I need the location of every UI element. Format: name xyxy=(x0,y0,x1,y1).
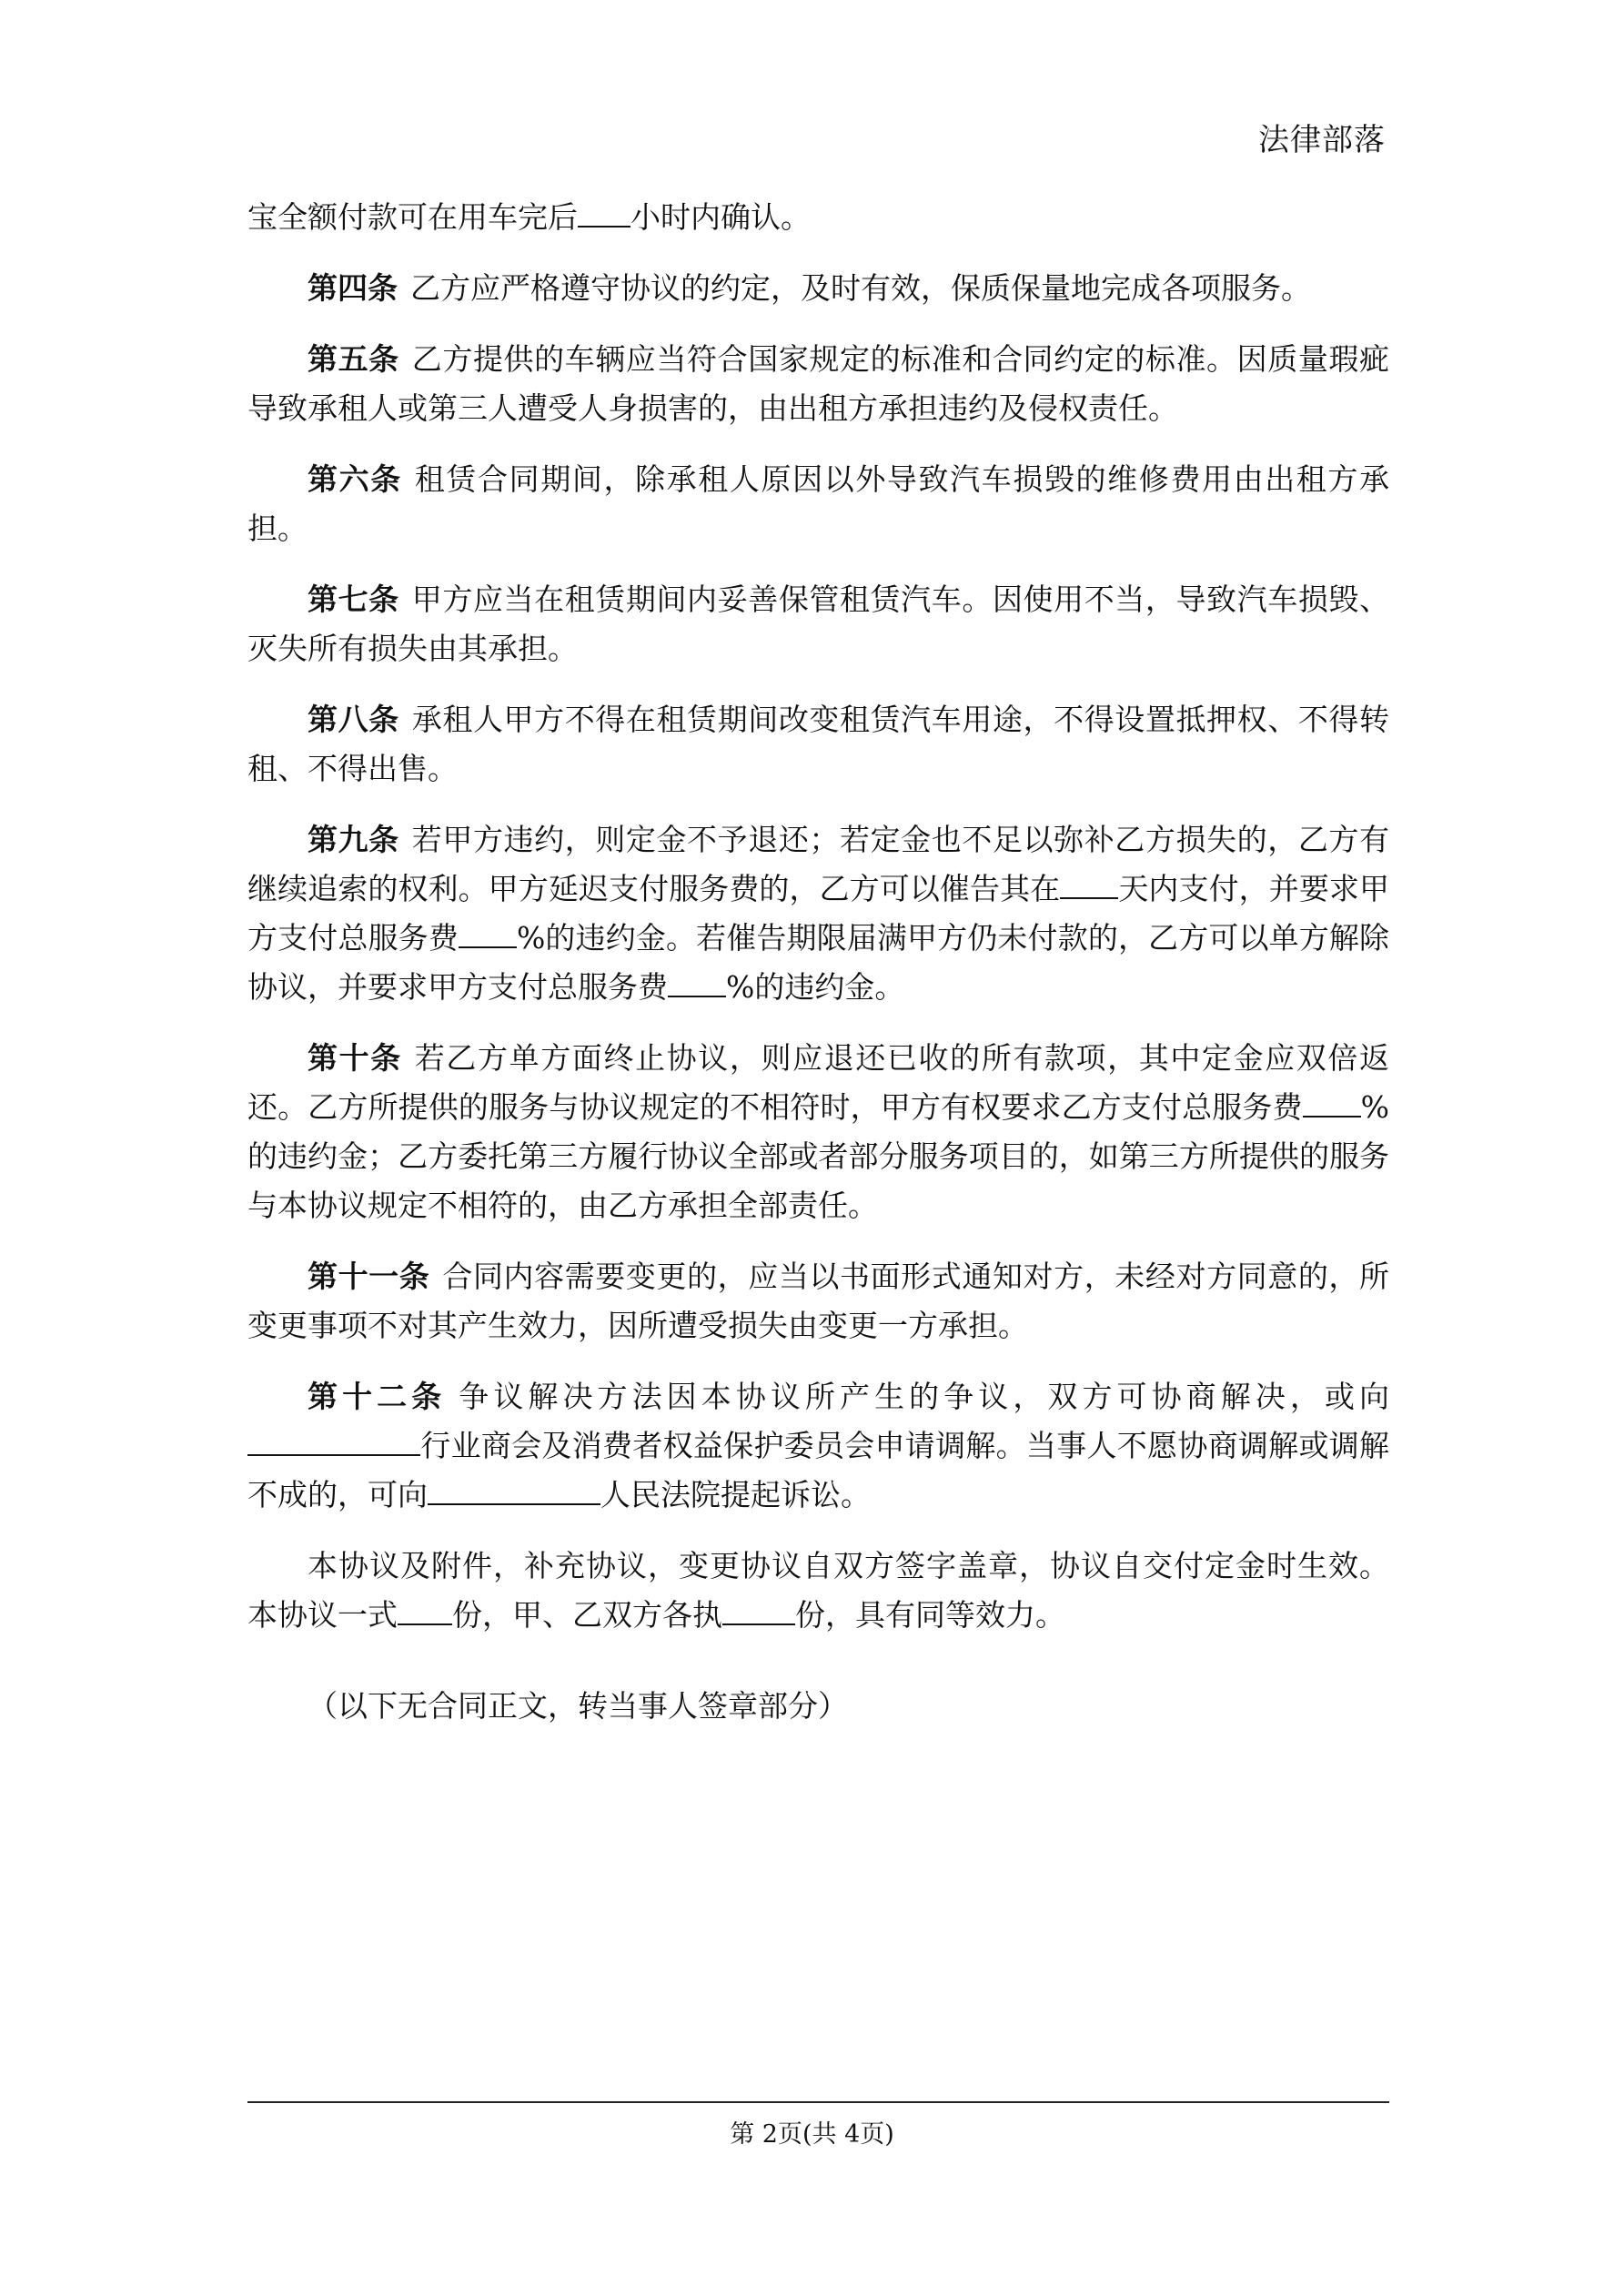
paragraph-text: 本协议及附件，补充协议，变更协议自双方签字盖章，协议自交付定金时生效。 本协议一式 xyxy=(247,1548,1389,1633)
clause-4 xyxy=(247,264,1389,313)
clause-text: %的违约金。若催告期限届满甲方仍未付款的，乙方可以单方解除协议，并要求甲方支付总服务费 xyxy=(247,920,1390,1005)
clause-heading: 第七条 xyxy=(308,582,399,617)
clause-text: 争议解决方法因本协议所产生的争议，双方可协商解决，或向 xyxy=(459,1379,1390,1414)
fill-blank-hours xyxy=(578,198,630,228)
paragraph-text: 份，甲、乙双方各执 xyxy=(452,1597,722,1633)
effectiveness-paragraph xyxy=(247,1542,1389,1640)
paragraph-text: 宝全额付款可在用车完后 xyxy=(247,199,578,235)
fill-blank-copies xyxy=(398,1596,452,1625)
footer-divider xyxy=(247,2101,1389,2103)
clause-text: 承租人甲方不得在租赁期间改变租赁汽车用途，不得设置抵押权、不得转租、不得出售。 xyxy=(247,702,1390,786)
clause-text: 租赁合同期间，除承租人原因以外导致汽车损毁的维修费用由出租方承担。 xyxy=(247,461,1390,546)
paragraph-continuation xyxy=(247,193,1389,242)
clause-8 xyxy=(247,695,1389,794)
clause-7 xyxy=(247,575,1389,673)
clause-text: 若乙方单方面终止协议，则应退还已收的所有款项，其中定金应双倍返还。乙方所提供的服务与协议规定的不相符时，甲方有权要求乙方支付总服务费 xyxy=(247,1040,1390,1125)
clause-text: 若甲方违约，则定金不予退还；若定金也不足以弥补乙方损失的，乙方有继续追索的权利。甲方延迟支付服务费的，乙方可以催告其在 xyxy=(247,822,1390,906)
clause-text: 乙方应严格遵守协议的约定，及时有效，保质保量地完成各项服务。 xyxy=(410,270,1311,306)
paragraph-text: 小时内确认。 xyxy=(630,199,811,235)
closing-note: （以下无合同正文，转当事人签章部分） xyxy=(308,1688,848,1724)
fill-blank-percent xyxy=(459,919,517,948)
clause-text: 合同内容需要变更的，应当以书面形式通知对方，未经对方同意的，所变更事项不对其产生效力，因所遭受损失由变更一方承担。 xyxy=(247,1259,1390,1343)
clause-5 xyxy=(247,335,1389,433)
fill-blank-days xyxy=(1060,870,1118,899)
clause-text: 天内支付，并要求甲方支付总服务费 xyxy=(247,871,1390,956)
clause-heading: 第八条 xyxy=(308,702,399,737)
clause-9 xyxy=(247,815,1389,1012)
paragraph-text: 份，具有同等效力。 xyxy=(795,1597,1065,1633)
clause-heading: 第十一条 xyxy=(308,1259,430,1294)
clause-heading: 第六条 xyxy=(308,461,402,497)
fill-blank-percent xyxy=(1303,1088,1361,1118)
clause-6 xyxy=(247,455,1389,553)
header-brand: 法律部落 xyxy=(1258,122,1386,158)
document-body xyxy=(247,193,1389,1753)
clause-text: 甲方应当在租赁期间内妥善保管租赁汽车。因使用不当，导致汽车损毁、灭失所有损失由其承担。 xyxy=(247,582,1390,666)
clause-heading: 第十条 xyxy=(308,1040,402,1076)
clause-11 xyxy=(247,1252,1389,1350)
fill-blank-percent xyxy=(668,968,726,997)
fill-blank-copies-each xyxy=(722,1596,795,1625)
clause-12 xyxy=(247,1372,1389,1520)
clause-text: 乙方提供的车辆应当符合国家规定的标准和合同约定的标准。因质量瑕疵导致承租人或第三人遭受人身损害的，由出租方承担违约及侵权责任。 xyxy=(247,341,1390,426)
clause-text: %的违约金。 xyxy=(726,969,905,1005)
clause-text: 行业商会及消费者权益保护委员会申请调解。当事人不愿协商调解或调解不成的，可向 xyxy=(247,1428,1389,1512)
page-number: 第 2页(共 4页) xyxy=(730,2120,894,2149)
fill-blank-association xyxy=(247,1427,420,1456)
fill-blank-court xyxy=(428,1476,600,1505)
clause-text: 人民法院提起诉讼。 xyxy=(600,1477,871,1512)
clause-10 xyxy=(247,1034,1389,1230)
clause-heading: 第五条 xyxy=(308,341,399,377)
clause-heading: 第九条 xyxy=(308,822,399,857)
clause-heading: 第四条 xyxy=(308,270,398,306)
clause-text: %的违约金；乙方委托第三方履行协议全部或者部分服务项目的，如第三方所提供的服务与本协议规定不相符的，由乙方承担全部责任。 xyxy=(247,1089,1389,1223)
clause-heading: 第十二条 xyxy=(308,1379,447,1414)
